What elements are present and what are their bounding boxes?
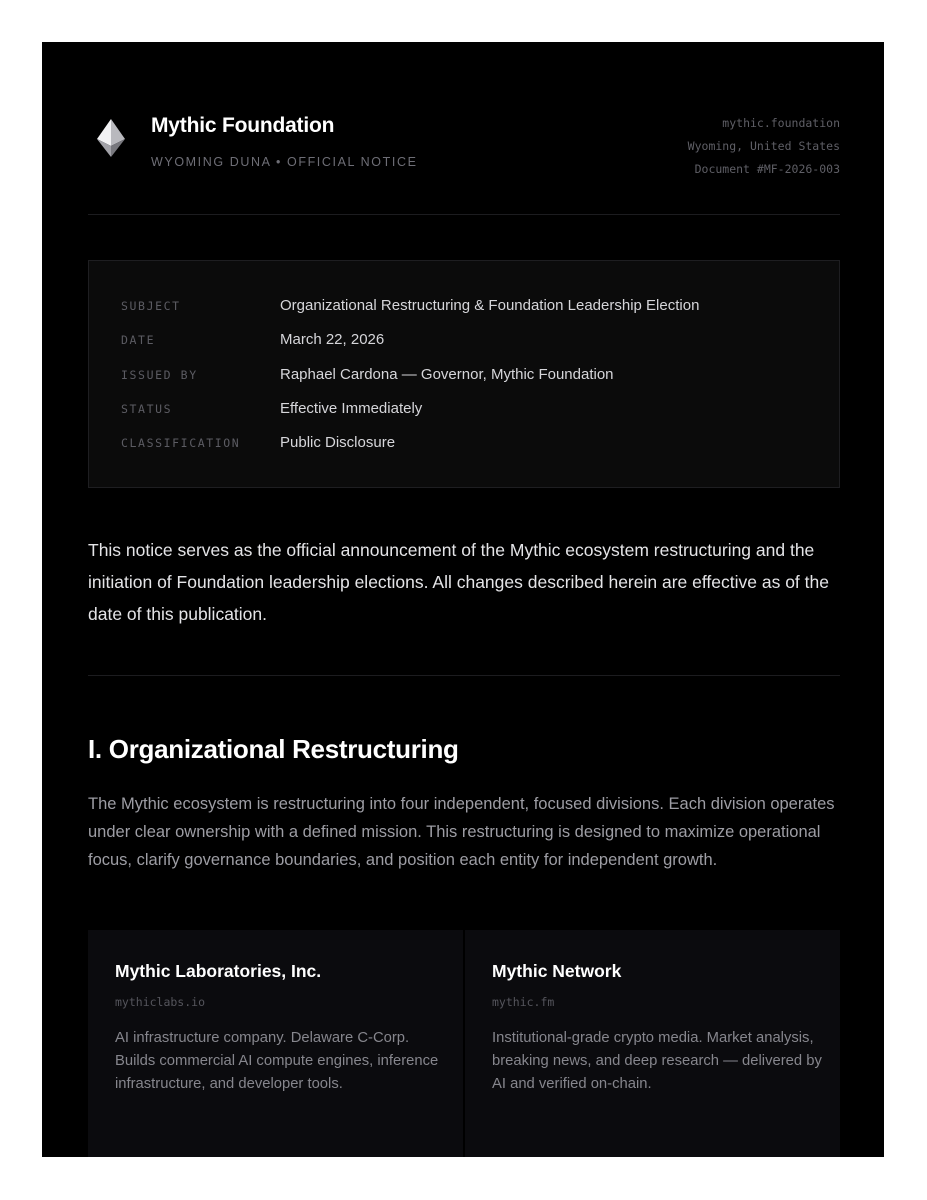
info-value: Effective Immediately bbox=[280, 400, 423, 417]
info-value: Public Disclosure bbox=[280, 434, 396, 451]
info-row-status bbox=[121, 400, 821, 420]
info-label: ISSUED BY bbox=[121, 368, 198, 382]
card-description: AI infrastructure company. Delaware C-Corp. Builds commercial AI compute engines, inference infrastructure, and developer tools. bbox=[115, 1030, 439, 1092]
diamond-icon bbox=[96, 118, 126, 158]
info-row-date bbox=[121, 331, 821, 351]
info-value: March 22, 2026 bbox=[280, 331, 385, 348]
info-label: CLASSIFICATION bbox=[121, 436, 241, 450]
info-value: Organizational Restructuring & Foundation Leadership Election bbox=[280, 297, 700, 314]
card-url: mythic.fm bbox=[492, 995, 555, 1009]
notice-details-box bbox=[88, 260, 840, 488]
document-sheet bbox=[42, 42, 884, 1157]
division-card bbox=[465, 930, 840, 1157]
brand-subtitle: WYOMING DUNA • OFFICIAL NOTICE bbox=[151, 155, 418, 169]
document-header bbox=[88, 42, 840, 215]
meta-document-id: Document #MF-2026-003 bbox=[694, 162, 840, 176]
card-url: mythiclabs.io bbox=[115, 995, 206, 1009]
intro-paragraph: This notice serves as the official announcement of the Mythic ecosystem restructuring and the initiation of Foundation leadership elections. All changes described herein are effective as of the date of this publication. bbox=[88, 540, 829, 624]
brand-name: Mythic Foundation bbox=[151, 114, 335, 137]
info-row-issued-by bbox=[121, 366, 821, 386]
section-body: The Mythic ecosystem is restructuring into four independent, focused divisions. Each division operates under clear ownership with a defined mission. This restructuring is designed to maximize operational focus, clarify governance boundaries, and position each entity for independent growth. bbox=[88, 795, 835, 869]
division-cards bbox=[88, 930, 840, 1157]
division-card bbox=[88, 930, 463, 1157]
info-row-subject bbox=[121, 297, 821, 317]
card-title: Mythic Network bbox=[492, 961, 622, 981]
info-value: Raphael Cardona — Governor, Mythic Foundation bbox=[280, 366, 614, 383]
section-title: I. Organizational Restructuring bbox=[88, 734, 459, 764]
info-label: STATUS bbox=[121, 402, 173, 416]
info-label: DATE bbox=[121, 333, 156, 347]
meta-website: mythic.foundation bbox=[722, 116, 840, 130]
info-label: SUBJECT bbox=[121, 299, 181, 313]
section-divider bbox=[88, 675, 840, 676]
document-meta bbox=[688, 112, 840, 181]
meta-location: Wyoming, United States bbox=[687, 139, 840, 153]
card-title: Mythic Laboratories, Inc. bbox=[115, 961, 322, 981]
info-row-classification bbox=[121, 434, 821, 454]
card-description: Institutional-grade crypto media. Market analysis, breaking news, and deep research — delivered by AI and verified on-chain. bbox=[492, 1030, 822, 1092]
